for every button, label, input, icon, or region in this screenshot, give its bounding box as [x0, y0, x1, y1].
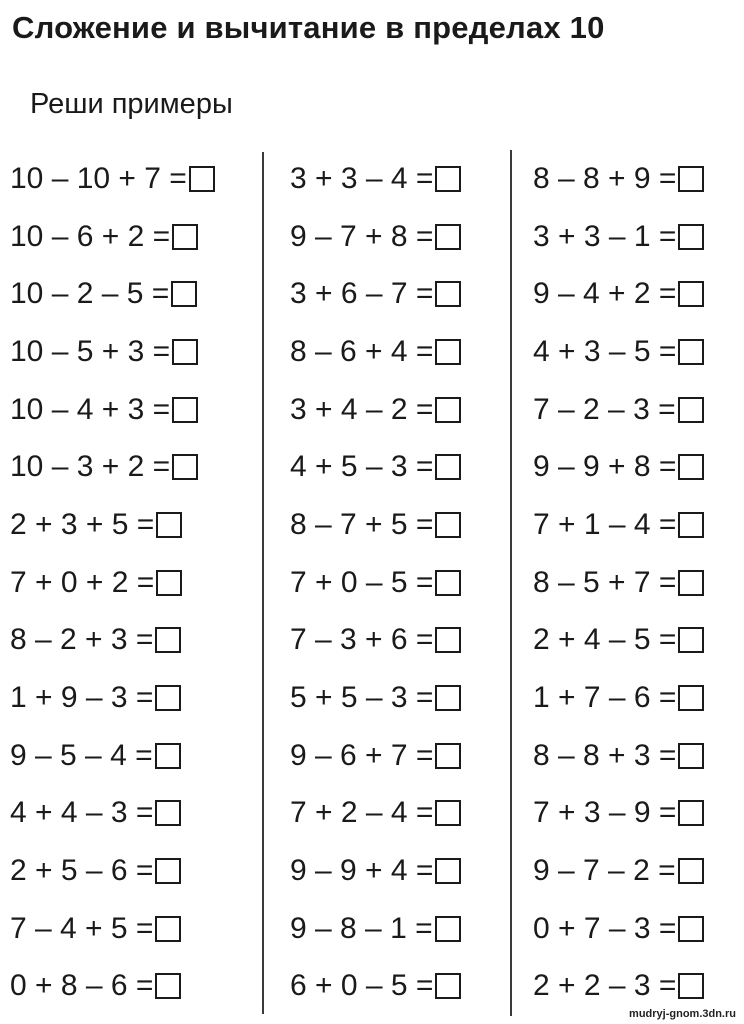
- problem-expression: 9 – 7 – 2 =: [533, 854, 676, 888]
- worksheet-title: Сложение и вычитание в пределах 10: [12, 10, 605, 45]
- answer-box[interactable]: [435, 916, 461, 942]
- problem-expression: 10 – 4 + 3 =: [10, 392, 171, 426]
- math-problem: [10, 727, 215, 785]
- problem-expression: 2 + 4 – 5 =: [533, 623, 677, 657]
- math-problem: [533, 612, 704, 670]
- math-problem: [533, 669, 704, 727]
- math-problem: [10, 612, 215, 670]
- math-problem: [10, 323, 215, 381]
- answer-box[interactable]: [678, 166, 704, 192]
- math-problem: [10, 842, 215, 900]
- answer-box[interactable]: [435, 512, 461, 538]
- problem-expression: 0 + 8 – 6 =: [10, 969, 154, 1003]
- answer-box[interactable]: [678, 224, 704, 250]
- answer-box[interactable]: [435, 397, 461, 423]
- problem-expression: 9 – 9 + 4 =: [290, 854, 434, 888]
- problem-column-3: [533, 150, 704, 1015]
- math-problem: [533, 496, 704, 554]
- problem-expression: 3 + 3 – 4 =: [290, 161, 434, 195]
- answer-box[interactable]: [156, 570, 182, 596]
- answer-box[interactable]: [155, 743, 181, 769]
- problem-expression: 8 – 7 + 5 =: [290, 507, 434, 541]
- answer-box[interactable]: [678, 397, 704, 423]
- problem-expression: 8 – 8 + 3 =: [533, 738, 677, 772]
- answer-box[interactable]: [189, 166, 215, 192]
- problem-expression: 7 + 0 + 2 =: [10, 565, 155, 599]
- answer-box[interactable]: [678, 570, 704, 596]
- math-problem: [533, 900, 704, 958]
- problem-expression: 1 + 9 – 3 =: [10, 681, 154, 715]
- math-problem: [10, 496, 215, 554]
- math-problem: [10, 669, 215, 727]
- math-problem: [10, 554, 215, 612]
- problem-expression: 6 + 0 – 5 =: [290, 969, 434, 1003]
- math-problem: [10, 265, 215, 323]
- problem-expression: 9 – 4 + 2 =: [533, 277, 677, 311]
- problem-expression: 2 + 3 + 5 =: [10, 507, 155, 541]
- math-problem: [290, 381, 461, 439]
- math-problem: [290, 554, 461, 612]
- answer-box[interactable]: [435, 973, 461, 999]
- answer-box[interactable]: [435, 627, 461, 653]
- math-problem: [533, 323, 704, 381]
- math-problem: [533, 554, 704, 612]
- math-problem: [10, 900, 215, 958]
- answer-box[interactable]: [172, 224, 198, 250]
- math-problem: [290, 496, 461, 554]
- math-problem: [290, 900, 461, 958]
- math-problem: [290, 612, 461, 670]
- answer-box[interactable]: [678, 512, 704, 538]
- problem-expression: 9 – 5 – 4 =: [10, 738, 153, 772]
- math-problem: [533, 265, 704, 323]
- problem-expression: 3 + 6 – 7 =: [290, 277, 434, 311]
- answer-box[interactable]: [171, 281, 197, 307]
- answer-box[interactable]: [435, 166, 461, 192]
- answer-box[interactable]: [155, 685, 181, 711]
- math-problem: [290, 785, 461, 843]
- problem-expression: 9 – 9 + 8 =: [533, 450, 677, 484]
- problem-expression: 7 + 2 – 4 =: [290, 796, 434, 830]
- math-problem: [10, 208, 215, 266]
- answer-box[interactable]: [172, 397, 198, 423]
- math-problem: [290, 265, 461, 323]
- answer-box[interactable]: [435, 685, 461, 711]
- problem-expression: 5 + 5 – 3 =: [290, 681, 434, 715]
- math-problem: [290, 958, 461, 1016]
- answer-box[interactable]: [435, 339, 461, 365]
- problem-expression: 2 + 2 – 3 =: [533, 969, 677, 1003]
- answer-box[interactable]: [435, 800, 461, 826]
- problem-expression: 7 – 3 + 6 =: [290, 623, 434, 657]
- problem-expression: 7 – 4 + 5 =: [10, 911, 154, 945]
- math-problem: [533, 842, 704, 900]
- math-problem: [10, 150, 215, 208]
- problem-expression: 9 – 6 + 7 =: [290, 738, 434, 772]
- problem-expression: 4 + 5 – 3 =: [290, 450, 434, 484]
- problem-expression: 7 + 3 – 9 =: [533, 796, 677, 830]
- answer-box[interactable]: [678, 627, 704, 653]
- answer-box[interactable]: [435, 743, 461, 769]
- math-problem: [533, 785, 704, 843]
- problem-expression: 4 + 4 – 3 =: [10, 796, 154, 830]
- problem-expression: 10 – 2 – 5 =: [10, 277, 170, 311]
- problem-column-1: [10, 150, 215, 1015]
- problem-expression: 3 + 4 – 2 =: [290, 392, 434, 426]
- math-problem: [290, 150, 461, 208]
- answer-box[interactable]: [678, 916, 704, 942]
- problem-expression: 9 – 8 – 1 =: [290, 911, 433, 945]
- answer-box[interactable]: [172, 454, 198, 480]
- problem-column-2: [290, 150, 461, 1015]
- math-problem: [10, 438, 215, 496]
- math-problem: [290, 669, 461, 727]
- problem-expression: 10 – 10 + 7 =: [10, 161, 187, 195]
- problem-expression: 8 – 2 + 3 =: [10, 623, 154, 657]
- math-problem: [10, 785, 215, 843]
- problem-expression: 0 + 7 – 3 =: [533, 911, 677, 945]
- answer-box[interactable]: [678, 339, 704, 365]
- answer-box[interactable]: [172, 339, 198, 365]
- site-watermark: mudryj-gnom.3dn.ru: [629, 1008, 736, 1020]
- answer-box[interactable]: [678, 454, 704, 480]
- math-problem: [290, 208, 461, 266]
- math-problem: [10, 958, 215, 1016]
- math-problem: [533, 150, 704, 208]
- math-problem: [10, 381, 215, 439]
- answer-box[interactable]: [678, 685, 704, 711]
- math-problem: [290, 727, 461, 785]
- problem-expression: 9 – 7 + 8 =: [290, 219, 434, 253]
- answer-box[interactable]: [678, 281, 704, 307]
- answer-box[interactable]: [155, 800, 181, 826]
- math-problem: [290, 323, 461, 381]
- answer-box[interactable]: [435, 570, 461, 596]
- worksheet-instruction: Реши примеры: [30, 88, 233, 120]
- problem-expression: 10 – 6 + 2 =: [10, 219, 171, 253]
- math-problem: [533, 438, 704, 496]
- answer-box[interactable]: [435, 224, 461, 250]
- problem-expression: 7 + 0 – 5 =: [290, 565, 434, 599]
- answer-box[interactable]: [155, 858, 181, 884]
- problem-expression: 7 + 1 – 4 =: [533, 507, 677, 541]
- problem-expression: 8 – 5 + 7 =: [533, 565, 677, 599]
- math-problem: [533, 727, 704, 785]
- answer-box[interactable]: [435, 281, 461, 307]
- answer-box[interactable]: [155, 916, 181, 942]
- problem-expression: 1 + 7 – 6 =: [533, 681, 677, 715]
- problem-expression: 7 – 2 – 3 =: [533, 392, 676, 426]
- answer-box[interactable]: [435, 858, 461, 884]
- answer-box[interactable]: [678, 858, 704, 884]
- problem-expression: 10 – 5 + 3 =: [10, 334, 171, 368]
- math-problem: [533, 381, 704, 439]
- math-problem: [533, 208, 704, 266]
- answer-box[interactable]: [155, 627, 181, 653]
- math-problem: [533, 958, 704, 1016]
- problem-expression: 2 + 5 – 6 =: [10, 854, 154, 888]
- answer-box[interactable]: [678, 743, 704, 769]
- answer-box[interactable]: [678, 800, 704, 826]
- column-divider: [510, 150, 512, 1016]
- problem-expression: 4 + 3 – 5 =: [533, 334, 677, 368]
- math-problem: [290, 842, 461, 900]
- column-divider: [262, 152, 264, 1014]
- problem-expression: 10 – 3 + 2 =: [10, 450, 171, 484]
- problem-expression: 3 + 3 – 1 =: [533, 219, 677, 253]
- problem-expression: 8 – 6 + 4 =: [290, 334, 434, 368]
- answer-box[interactable]: [435, 454, 461, 480]
- math-problem: [290, 438, 461, 496]
- answer-box[interactable]: [155, 973, 181, 999]
- answer-box[interactable]: [156, 512, 182, 538]
- answer-box[interactable]: [678, 973, 704, 999]
- problem-expression: 8 – 8 + 9 =: [533, 161, 677, 195]
